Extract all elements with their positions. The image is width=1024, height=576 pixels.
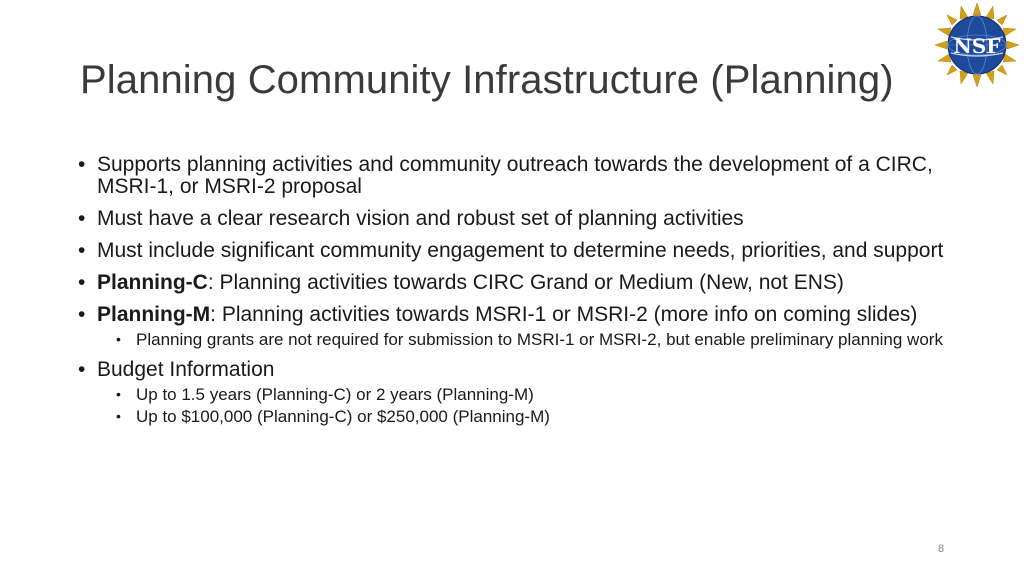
sub-bullet-text: Up to $100,000 (Planning-C) or $250,000 (Planning-M) <box>136 407 550 426</box>
bullet-item <box>78 272 958 294</box>
bullet-marker: • <box>78 207 86 230</box>
bullet-marker: • <box>78 303 86 326</box>
sub-bullet-text: Up to 1.5 years (Planning-C) or 2 years (Planning-M) <box>136 385 534 404</box>
bullet-bold-label: Planning-M <box>97 303 211 326</box>
bullet-marker: • <box>78 358 86 381</box>
sub-bullet-item <box>116 385 958 404</box>
sub-bullet-item <box>116 330 958 349</box>
nsf-logo-icon <box>934 2 1020 88</box>
bullet-text: : Planning activities towards MSRI-1 or MSRI-2 (more info on coming slides) <box>210 303 918 326</box>
sub-bullet-marker: • <box>116 386 121 402</box>
slide-title: Planning Community Infrastructure (Planning) <box>80 58 894 102</box>
bullet-text: Budget Information <box>97 358 275 381</box>
bullet-item <box>78 359 958 426</box>
bullet-bold-label: Planning-C <box>97 271 208 294</box>
bullet-list <box>78 154 958 436</box>
sub-bullet-item <box>116 407 958 426</box>
bullet-item <box>78 304 958 349</box>
sub-bullet-list <box>97 385 958 426</box>
bullet-marker: • <box>78 239 86 262</box>
bullet-item <box>78 208 958 230</box>
page-number: 8 <box>938 543 945 555</box>
bullet-text: : Planning activities towards CIRC Grand or Medium (New, not ENS) <box>207 271 844 294</box>
nsf-logo-text: NSF <box>953 34 1001 58</box>
bullet-marker: • <box>78 153 86 176</box>
sub-bullet-marker: • <box>116 331 121 347</box>
sub-bullet-marker: • <box>116 408 121 424</box>
bullet-text: Must have a clear research vision and robust set of planning activities <box>97 207 744 230</box>
bullet-marker: • <box>78 271 86 294</box>
bullet-text: Supports planning activities and community outreach towards the development of a CIRC, MSRI-1, or MSRI-2 proposal <box>97 153 933 198</box>
bullet-item <box>78 240 958 262</box>
sub-bullet-text: Planning grants are not required for submission to MSRI-1 or MSRI-2, but enable preliminary planning work <box>136 330 943 349</box>
bullet-text: Must include significant community engagement to determine needs, priorities, and support <box>97 239 944 262</box>
bullet-item <box>78 154 958 198</box>
sub-bullet-list <box>97 330 958 349</box>
